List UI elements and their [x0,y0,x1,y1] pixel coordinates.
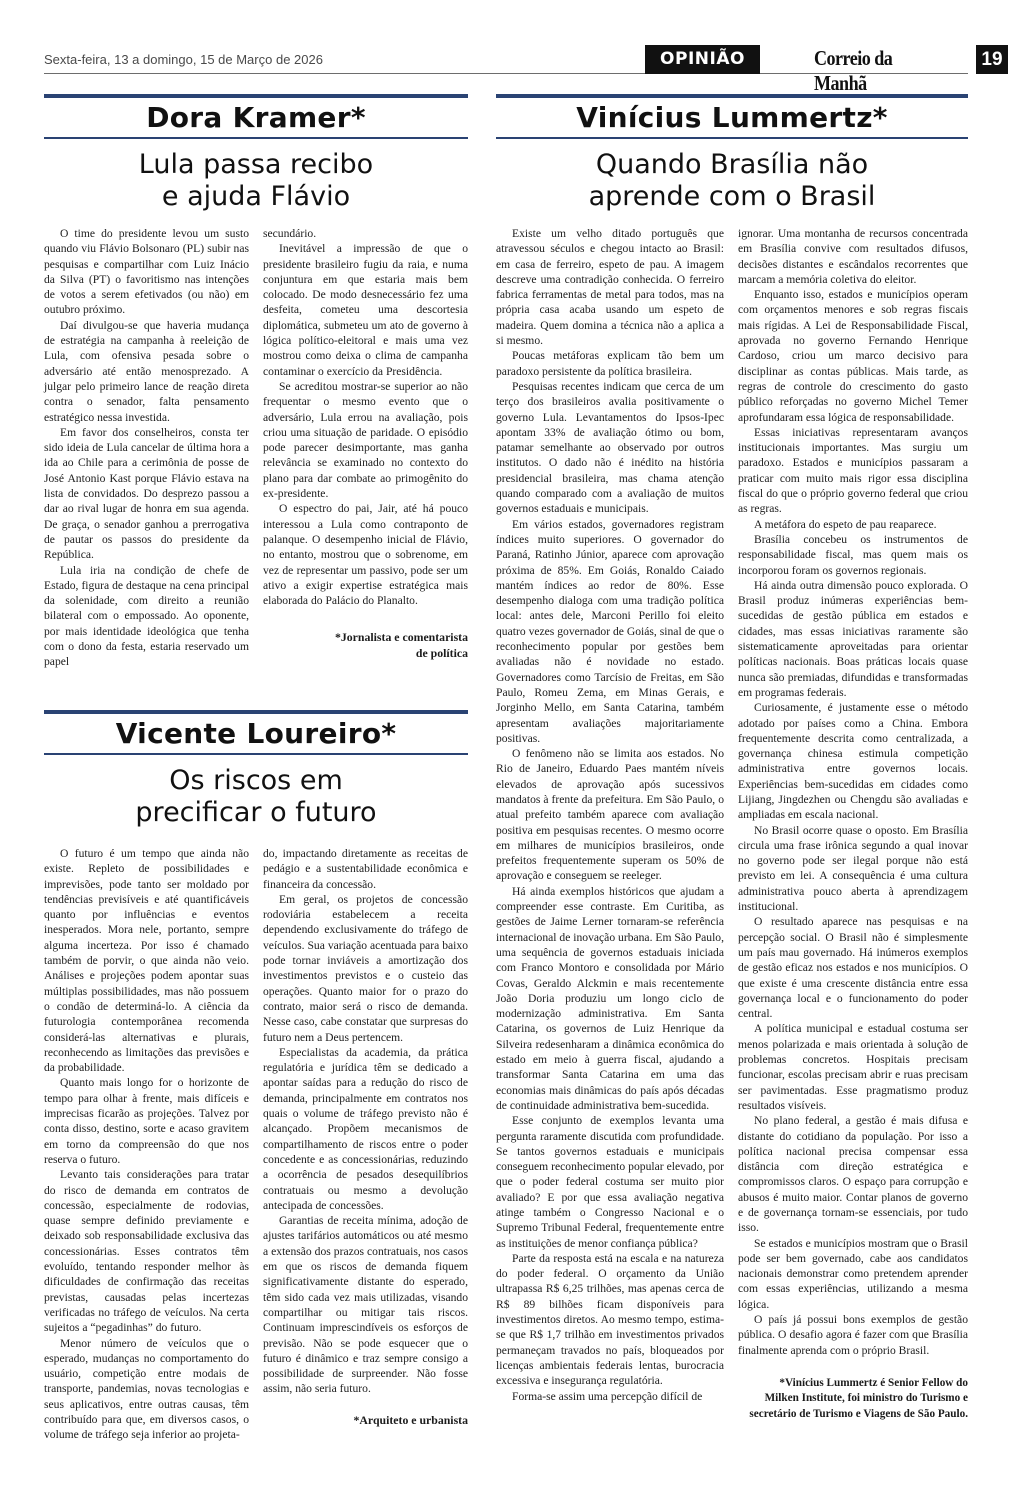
page-number: 19 [976,45,1008,74]
paragraph: Pesquisas recentes indicam que cerca de um terço dos brasileiros avalia positivamente o governo Lula. Levantamentos do Ipsos-Ipec apontam 33% de avaliação ótimo ou bom, patamar semelhante ao observado por outros institutos. O dado não é inédito na história presidencial brasileira, mas chama atenção quando comparado com a avaliação de muitos governos estaduais e municipais. [496,379,724,516]
paragraph: O fenômeno não se limita aos estados. No Rio de Janeiro, Eduardo Paes mantém níveis elevados de aprovação após sucessivos mandatos à frente da prefeitura. Em São Paulo, o atual prefeito também aparece com avaliação positiva em pesquisas recentes. O mesmo ocorre em milhares de municípios brasileiros, onde prefeitos frequentemente superam os 50% de aprovação e conseguem se reeleger. [496,747,724,883]
paragraph-continued: secundário. [263,227,317,240]
author-signature [263,630,468,661]
paragraph: Garantias de receita mínima, adoção de ajustes tarifários automáticos ou até mesmo a extensão dos prazos contratuais, nos casos em que os riscos de demanda fiquem significativamente distante do esperado, têm sido cada vez mais utilizadas, visando compartilhar ou mitigar tais riscos. Continuam imprescindíveis os esforços de previsão. Não se pode esquecer que o futuro é dinâmico e traz sempre consigo a possibilidade de surpreender. Não fosse assim, não seria futuro. [263,1214,468,1396]
headline-line: Quando Brasília não [595,149,869,180]
author-byline: Dora Kramer* [44,94,468,139]
paragraph: A metáfora do espeto de pau reaparece. [754,517,937,531]
signature-line: *Vinícius Lummertz é Senior Fellow do [779,1376,968,1389]
paragraph: O resultado aparece nas pesquisas e na percepção social. O Brasil não é simplesmente um país mau governado. Há inúmeros exemplos de gestão eficaz nos estados e nos municípios. O que existe é uma crescente distância entre essa governança local e o funcionamento do poder central. [738,915,968,1021]
text-column [44,226,249,670]
article-columns [44,226,468,670]
paragraph: Se acreditou mostrar-se superior ao não frequentar o mesmo evento que o adversário, Lula errou na avaliação, pois criou uma situação de paridade. O episódio pode parecer desimportante, mas ganha relevância se examinado no contexto do plano para dar combate ao primogênito do ex-presidente. [263,379,468,501]
headline-line: aprende com o Brasil [588,181,876,212]
section-tag: OPINIÃO [645,45,760,74]
paragraph: Poucas metáforas explicam tão bem um paradoxo persistente da política brasileira. [496,349,724,378]
paragraph: O país já possui bons exemplos de gestão pública. O desafio agora é fazer com que Brasília finalmente aprenda com o próprio Brasil. [738,1313,968,1357]
paragraph: A política municipal e estadual costuma ser menos polarizada e mais orientada à solução de problemas concretos. Hospitais precisam funcionar, escolas precisam abrir e ruas precisam ser pavimentadas. Esse pragmatismo produz resultados visíveis. [738,1022,968,1112]
newspaper-masthead: Correio da Manhã [814,46,893,95]
paragraph-continued: do, impactando diretamente as receitas de pedágio e a sustentabilidade econômica e financeira da concessão. [263,847,468,891]
paragraph: Curiosamente, é justamente esse o método adotado por países como a China. Embora frequentemente descrita como centralizada, a governança chinesa estimula competição administrativa entre governos locais. Experiências bem-sucedidas em cidades como Lijiang, Jingdezhen ou Chengdu são avaliadas e ampliadas em escala nacional. [738,701,968,822]
paragraph: Forma-se assim uma percepção difícil de [512,1389,703,1403]
paragraph: Esse conjunto de exemplos levanta uma pergunta raramente discutida com profundidade. Se tantos governos estaduais e municipais conseguem reconhecimento popular elevado, por que o poder federal costuma ser muito pior avaliado? E por que essa avaliação negativa atinge também o Congresso Nacional e o Supremo Tribunal Federal, frequentemente entre as instituições de menor confiança pública? [496,1114,724,1250]
signature-line: *Jornalista e comentarista [334,630,468,645]
paragraph: Quanto mais longo for o horizonte de tempo para olhar à frente, mais difíceis e imprecisas ficarão as projeções. Talvez por conta disso, destino, sorte e acaso gravitem em torno da compreensão do que nos reserva o futuro. [44,1076,249,1166]
issue-date: Sexta-feira, 13 a domingo, 15 de Março de 2026 [44,52,323,67]
paragraph: Essas iniciativas representaram avanços institucionais importantes. Mas surgiu um paradoxo. Estados e municípios passaram a praticar com muito mais rigor essa disciplina fiscal do que o próprio governo federal que criou as regras. [738,425,968,516]
paragraph: Menor número de veículos que o esperado, mudanças no comportamento do usuário, competição entre modais de transporte, pandemias, novas tecnologias e seus aplicativos, entre outras causas, têm contribuído para que, em diversos casos, o volume de tráfego seja inferior ao projeta- [44,1336,249,1442]
headline-line: precificar o futuro [135,797,377,828]
text-column [263,846,468,1443]
paragraph: Inevitável a impressão de que o presidente brasileiro fugiu da raia, e numa conjuntura em que estaria mais bem colocado. De modo desnecessário fez uma desfeita, cometeu uma descortesia diplomática, submeteu um ato de governo à lógica político-eleitoral e mais uma vez mostrou como deixa o clima de campanha contaminar o exercício da Presidência. [263,242,468,378]
text-column [738,226,968,1422]
article-dora-kramer [44,94,468,694]
paragraph: Há ainda outra dimensão pouco explorada. O Brasil produz inúmeras experiências bem-sucedidas de gestão pública em estados e cidades, mas essas iniciativas raramente são sistematicamente aproveitadas para orientar políticas nacionais. Boas práticas locais quase nunca são premiadas, difundidas e transformadas em programas federais. [738,578,968,699]
article-columns [496,226,968,1422]
text-column [496,226,724,1422]
paragraph: O futuro é um tempo que ainda não existe. Repleto de possibilidades e imprevisões, pode tanto ser moldado por tendências previsíveis e até quantificáveis quanto por influências e eventos inesperados. Mora nele, portanto, sempre alguma incerteza. Por isso é chamado também de porvir, o que ainda não veio. Análises e projeções podem apontar suas múltiplas possibilidades, mas não possuem o condão de determiná-lo. A ciência da futurologia contemporânea recomenda considerá-las alternativas e plurais, reconhecendo as limitações das previsões e da probabilidade. [44,847,249,1075]
article-headline [496,149,968,213]
signature-line: *Arquiteto e urbanista [353,1412,468,1427]
paragraph: O time do presidente levou um susto quando viu Flávio Bolsonaro (PL) subir nas pesquisas e compartilhar com Luiz Inácio da Silva (PT) o favoritismo nas intenções de votos a serem efetivados (ou não) em outubro próximo. [44,227,249,317]
page-header [44,44,1003,95]
article-vicente-loureiro [44,710,468,1450]
signature-line: secretário de Turismo e Viagens de São Paulo. [749,1407,968,1420]
paragraph: Especialistas da academia, da prática regulatória e jurídica têm se dedicado a apontar saídas para a redução do risco de demanda, principalmente em contratos nos quais o volume de tráfego previsto não é alcançado. Propõem mecanismos de compartilhamento de riscos entre o poder concedente e as concessionárias, reduzindo a ocorrência de pesados desequilíbrios contratuais ou mesmo a devolução antecipada de concessões. [263,1045,468,1212]
paragraph-continued: ignorar. Uma montanha de recursos concentrada em Brasília convive com resultados difusos, decisões distantes e escândalos recorrentes que marcam a memória coletiva do eleitor. [738,227,968,286]
author-signature [738,1376,968,1423]
article-columns [44,846,468,1443]
signature-line: de política [415,645,468,660]
paragraph: Há ainda exemplos históricos que ajudam a compreender esse contraste. Em Curitiba, as gestões de Jaime Lerner tornaram-se referência internacional de inovação urbana. Em São Paulo, uma sequência de governos estaduais iniciada com Franco Montoro e consolidada por Mário Covas, Geraldo Alckmin e mais recentemente João Doria produziu um longo ciclo de modernização administrativa. Em Santa Catarina, os governos de Luiz Henrique da Silveira redesenharam a dinâmica econômica do estado em meio à guerra fiscal, ajudando a transformar Santa Catarina em uma das economias mais dinâmicas do país após décadas de continuidade administrativa bem-sucedida. [496,884,724,1112]
paragraph: No plano federal, a gestão é mais difusa e distante do cotidiano da população. Por isso a política nacional precisa compensar essa distância com direção estratégica e compromissos claros. O espaço para corrupção e abusos é muito maior. Contar planos de governo e de governança tornam-se essenciais, por tudo isso. [738,1114,968,1235]
paragraph: Em favor dos conselheiros, consta ter sido ideia de Lula cancelar de última hora a ida ao Chile para a cerimônia de posse de José Antonio Kast porque Flávio estava na lista de convidados. Do desprezo passou a dar ao rival lugar de honra em sua agenda. De graça, o senador ganhou a prerrogativa de pautar os passos do presidente da República. [44,425,249,562]
paragraph: Em geral, os projetos de concessão rodoviária estabelecem a receita dependendo exclusivamente do tráfego de veículos. Sua variação acentuada para baixo pode tornar inviáveis a amortização dos investimentos previstos e o custeio das operações. Quanto maior for o prazo do contrato, maior será o risco de demanda. Nesse caso, cabe constatar que surpresas do futuro nem a Deus pertencem. [263,892,468,1044]
headline-line: Os riscos em [169,765,343,796]
text-column [44,846,249,1443]
paragraph: Existe um velho ditado português que atravessou séculos e chegou intacto ao Brasil: em casa de ferreiro, espeto de pau. A imagem descreve uma contradição conhecida. O ferreiro fabrica ferramentas de metal para todos, mas na própria casa acaba usando um espeto de madeira. Quem domina a técnica não a aplica a si mesmo. [496,227,724,348]
paragraph: Lula iria na condição de chefe de Estado, figura de destaque na cena principal da solenidade, com direito a reunião bilateral com o empossado. Ao oponente, por mais identidade ideológica que tenha com o dono da festa, estaria reservado um papel [44,563,249,669]
author-byline: Vinícius Lummertz* [496,94,968,139]
headline-line: Lula passa recibo [138,149,374,180]
paragraph: Em vários estados, governadores registram índices muito superiores. O governador do Paraná, Ratinho Júnior, aparece com aprovação próxima de 85%. Em Goiás, Ronaldo Caiado mantém índices ao redor de 80%. Esse desempenho dialoga com uma tradição política local: antes dele, Marconi Perillo foi eleito quatro vezes governador de Goiás, sinal de que o reconhecimento popular por gestões bem avaliadas não é novidade no estado. Governadores como Tarcísio de Freitas, em São Paulo, Romeu Zema, em Minas Gerais, e Jorginho Mello, em Santa Catarina, também apresentam avaliações majoritariamente positivas. [496,517,724,745]
paragraph: No Brasil ocorre quase o oposto. Em Brasília circula uma frase irônica segundo a qual inovar no governo pode ser ilegal porque não está previsto em lei. A consequência é uma cultura administrativa pouco aberta à aprendizagem institucional. [738,823,968,914]
paragraph: Enquanto isso, estados e municípios operam com orçamentos menores e sob regras fiscais mais rígidas. A Lei de Responsabilidade Fiscal, aprovada no governo Fernando Henrique Cardoso, criou um marco decisivo para disciplinar as contas públicas. Mais tarde, as regras de controle do crescimento do gasto público reforçadas no governo Michel Temer aprofundaram essa lógica de responsabilidade. [738,288,968,424]
paragraph: Se estados e municípios mostram que o Brasil pode ser bem governado, cabe aos candidatos nacionais demonstrar como pretendem aprender com essas experiências, utilizando a mesma lógica. [738,1236,968,1311]
text-column [263,226,468,670]
paragraph: Parte da resposta está na escala e na natureza do poder federal. O orçamento da União ultrapassa R$ 6,25 trilhões, mas apenas cerca de R$ 89 bilhões ficam disponíveis para investimentos diretos. Ao mesmo tempo, estima-se que R$ 1,7 trilhão em investimentos privados permaneçam travados no país, bloqueados por licenças ambientais federais lentas, burocracia excessiva e insegurança regulatória. [496,1251,724,1388]
paragraph: Levanto tais considerações para tratar do risco de demanda em contratos de concessão, especialmente de rodovias, quase sempre definido previamente e deixado sob responsabilidade exclusiva das concessionárias. Esses contratos têm evoluído, tentando responder melhor às dificuldades de confirmação das receitas previstas, causadas pelas incertezas verificadas no tráfego de veículos. Na certa sujeitos a “pegadinhas” do futuro. [44,1168,249,1335]
paragraph: O espectro do pai, Jair, até há pouco interessou a Lula como contraponto de palanque. O desempenho inicial de Flávio, no entanto, mostrou que o sobrenome, em vez de representar um passivo, pode ser um ativo a exigir expertise estratégica mais elaborada do Palácio do Planalto. [263,502,468,608]
signature-line: Milken Institute, foi ministro do Turismo e [764,1392,968,1405]
article-headline [44,765,468,829]
author-byline: Vicente Loureiro* [44,710,468,755]
author-signature [263,1413,468,1429]
paragraph: Daí divulgou-se que haveria mudança de estratégia na campanha à reeleição de Lula, com ofensiva pesada sobre o adversário até então menosprezado. A julgar pelo primeiro lance de reação direta contra o senador, falta pensamento estratégico nessa investida. [44,318,249,424]
headline-line: e ajuda Flávio [161,181,351,212]
paragraph: Brasília concebeu os instrumentos de responsabilidade fiscal, mas quem mais os incorporou foram os governos regionais. [738,532,968,577]
article-headline [44,149,468,213]
article-vinicius-lummertz [496,94,968,1454]
